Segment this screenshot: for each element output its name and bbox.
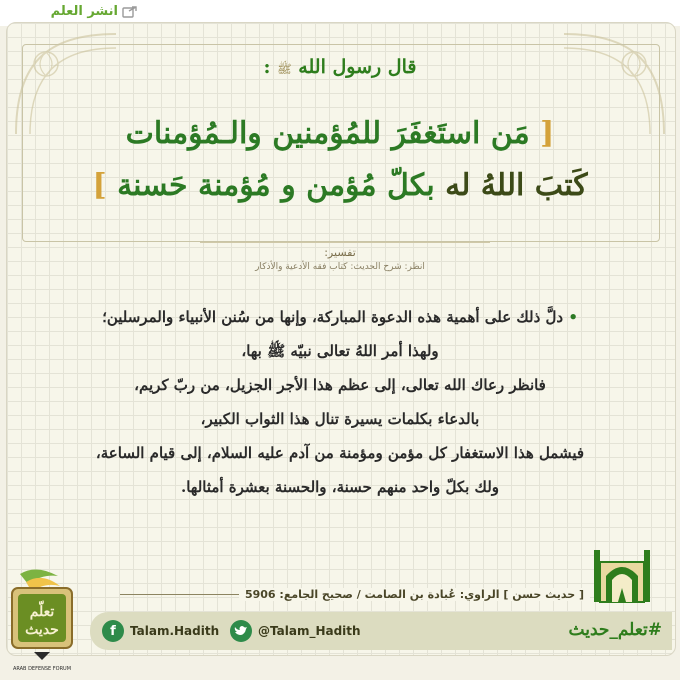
share-knowledge-link[interactable]	[51, 4, 138, 19]
explanation-line	[40, 470, 640, 504]
hadith-metadata: [ حديث حسن ] الراوي: عُبادة بن الصامت / صحيح الجامع: 5906	[239, 588, 590, 601]
hadith-line-2-part-a: كَتبَ اللهُ له	[445, 168, 588, 203]
hadith-line-1-text: مَن استَغفَرَ للمُؤمنين والـمُؤمنات	[125, 116, 530, 151]
share-icon	[122, 5, 138, 19]
explanation-line-text: فيشمل هذا الاستغفار كل مؤمن ومؤمنة من آدم عليه السلام، إلى قيام الساعة،	[95, 444, 585, 462]
talam-hadith-logo	[6, 566, 78, 676]
facebook-icon: f	[102, 620, 124, 642]
hadith-line-2-part-b: بكلّ مُؤمن و مُؤمنة حَسنة	[117, 168, 435, 203]
hadith-intro	[0, 56, 680, 79]
tafsir-title: تفسير:	[324, 246, 356, 259]
explanation-line-text: بالدعاء بكلمات يسيرة تنال هذا الثواب الكبير،	[200, 410, 480, 428]
close-bracket: ]	[92, 168, 107, 203]
bullet: •	[568, 308, 578, 326]
logo-text-bottom: حديث	[25, 622, 59, 638]
explanation-line	[40, 334, 640, 368]
mosque-icon	[592, 540, 652, 604]
section-divider	[200, 242, 490, 243]
explanation-line-text: فانظر رعاك الله تعالى، إلى عظم هذا الأجر الجزيل، من ربّ كريم،	[134, 376, 546, 394]
explanation-body	[40, 300, 640, 504]
intro-colon: :	[263, 56, 271, 78]
logo-text-top: تعلّم	[29, 604, 55, 620]
explanation-line	[40, 402, 640, 436]
explanation-line-text: دلَّ ذلك على أهمية هذه الدعوة المباركة، وإنها من سُنن الأنبياء والمرسلين؛	[102, 308, 564, 326]
twitter-icon	[230, 620, 252, 642]
honorific: ﷺ	[277, 62, 292, 76]
facebook-link[interactable]	[102, 620, 219, 642]
explanation-line-text: ولهذا أمر اللهُ تعالى نبيّه ﷺ بها،	[241, 342, 439, 360]
hashtag: #تعلم_حديث	[568, 620, 662, 640]
share-label: انشر العلم	[50, 4, 118, 19]
twitter-link[interactable]	[230, 620, 361, 642]
intro-text: قال رسول الله	[298, 56, 417, 78]
facebook-handle: Talam.Hadith	[130, 624, 220, 638]
tafsir-source: انظر: شرح الحديث: كتاب فقه الأدعية والأذكار	[255, 262, 425, 272]
hadith-line-2	[0, 168, 680, 203]
logo-caption: ARAB DEFENSE FORUM	[12, 666, 72, 672]
hadith-line-1	[0, 116, 680, 151]
explanation-line	[40, 368, 640, 402]
open-bracket: [	[540, 116, 555, 151]
explanation-line	[40, 436, 640, 470]
explanation-line	[40, 300, 640, 334]
explanation-line-text: ولك بكلّ واحد منهم حسنة، والحسنة بعشرة أمثالها.	[180, 478, 500, 496]
twitter-handle: @Talam_Hadith	[258, 624, 361, 638]
